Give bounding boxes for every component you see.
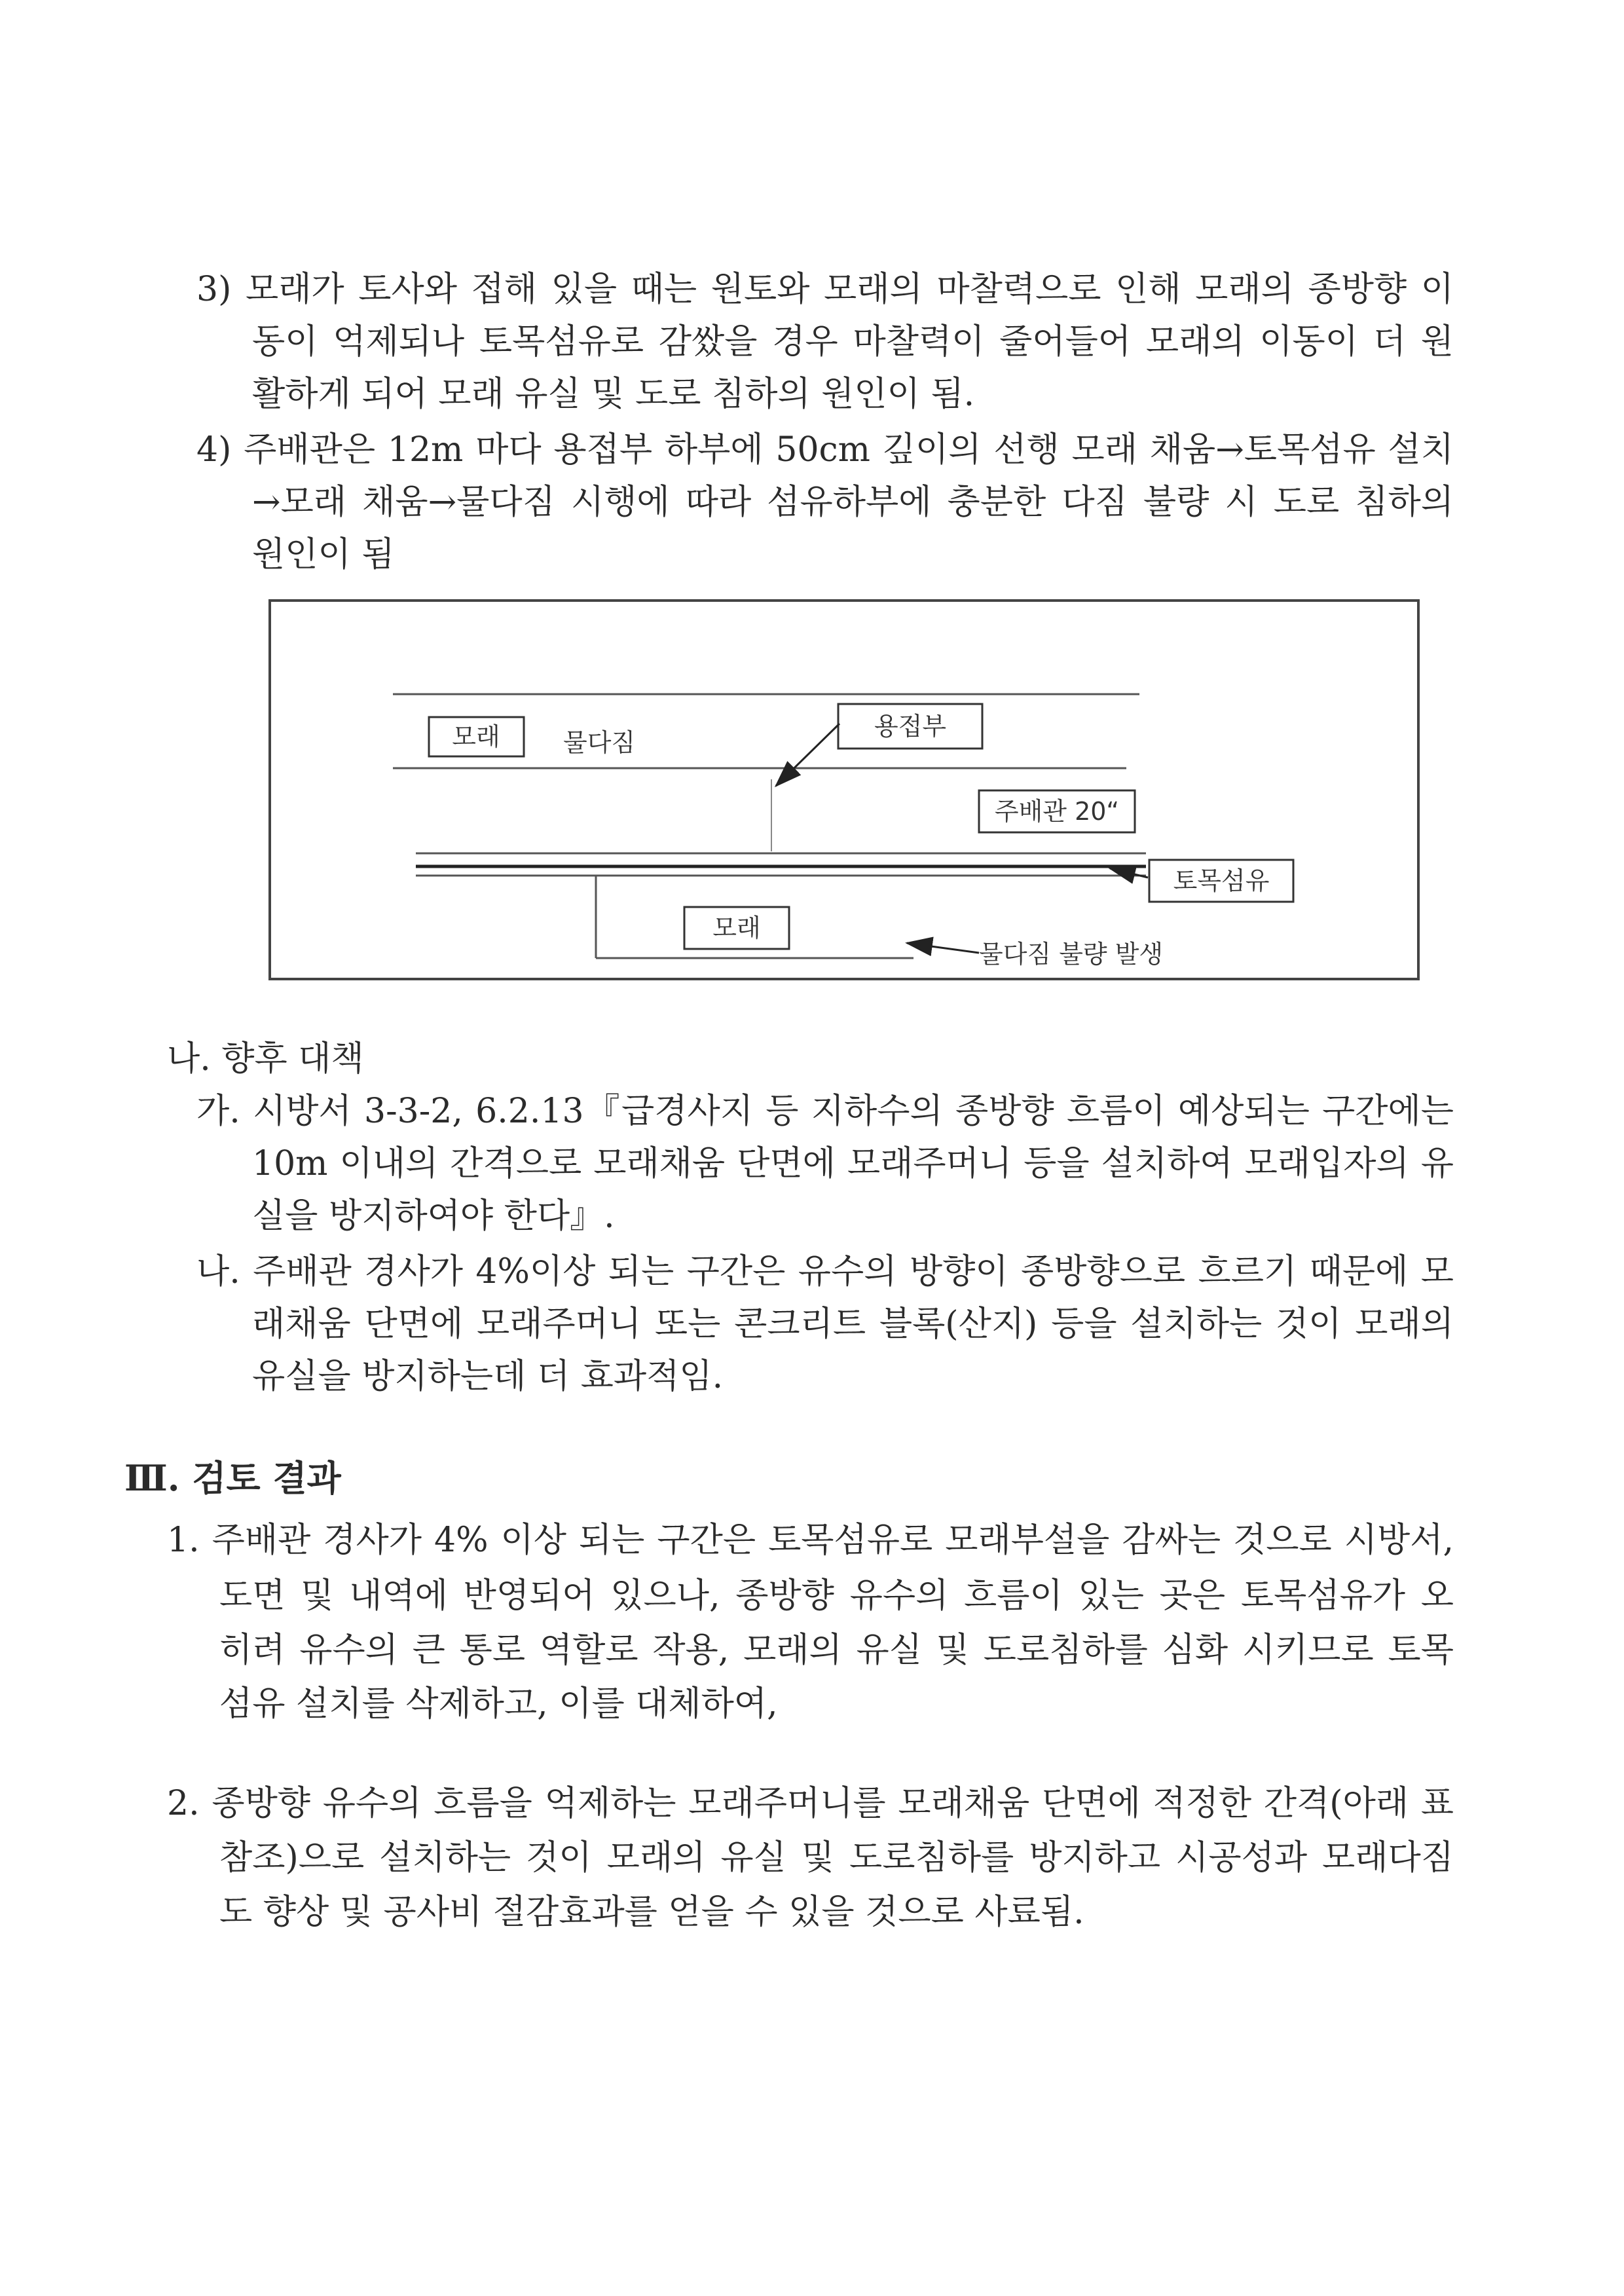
iii-item1-line3: 히려 유수의 큰 통로 역할로 작용, 모래의 유실 및 도로침하를 심화 시키므로 토목 bbox=[219, 1631, 1454, 1670]
na-ga-line3: 실을 방지하여야 한다』. bbox=[252, 1196, 615, 1236]
iii-item1-line1: 1. 주배관 경사가 4% 이상 되는 구간은 토목섬유로 모래부설을 감싸는 것으로 시방서, bbox=[167, 1521, 1454, 1560]
weld-label: 용접부 bbox=[874, 712, 947, 741]
para4-line2: →모래 채움→물다짐 시행에 따라 섬유하부에 충분한 다짐 불량 시 도로 침하의 bbox=[252, 483, 1454, 522]
section-na-title: 나. 향후 대책 bbox=[167, 1039, 364, 1079]
sand-label-top: 모래 bbox=[452, 722, 500, 751]
water-compaction-label: 물다짐 bbox=[563, 728, 636, 757]
pipe-cross-section-diagram bbox=[268, 599, 1421, 982]
na-ga-line2: 10m 이내의 간격으로 모래채움 단면에 모래주머니 등을 설치하여 모래입자의 유 bbox=[252, 1144, 1454, 1183]
para3-line2: 동이 억제되나 토목섬유로 감쌌을 경우 마찰력이 줄어들어 모래의 이동이 더 원 bbox=[252, 322, 1454, 361]
na-na-line2: 래채움 단면에 모래주머니 또는 콘크리트 블록(산지) 등을 설치하는 것이 모래의 bbox=[252, 1305, 1454, 1344]
para4-line1: 4) 주배관은 12m 마다 용접부 하부에 50cm 깊이의 선행 모래 채움→토목섬유 설치 bbox=[196, 430, 1454, 470]
diagram-frame bbox=[270, 601, 1418, 979]
sand-label-bottom: 모래 bbox=[712, 914, 761, 942]
na-na-line1: 나. 주배관 경사가 4%이상 되는 구간은 유수의 방향이 종방향으로 흐르기 때문에 모 bbox=[196, 1252, 1454, 1291]
iii-item2-line2: 참조)으로 설치하는 것이 모래의 유실 및 도로침하를 방지하고 시공성과 모래다짐 bbox=[219, 1838, 1454, 1878]
para3-line1: 3) 모래가 토사와 접해 있을 때는 원토와 모래의 마찰력으로 인해 모래의 종방향 이 bbox=[196, 270, 1454, 309]
para4-line3: 원인이 됨 bbox=[252, 535, 395, 574]
na-ga-line1: 가. 시방서 3-3-2, 6.2.13『급경사지 등 지하수의 종방향 흐름이 예상되는 구간에는 bbox=[196, 1092, 1454, 1131]
main-pipe-label: 주배관 20“ bbox=[994, 797, 1120, 826]
poor-compaction-label: 물다짐 불량 발생 bbox=[979, 940, 1164, 969]
iii-item2-line3: 도 향상 및 공사비 절감효과를 얻을 수 있을 것으로 사료됨. bbox=[219, 1893, 1084, 1932]
section-iii-title: Ⅲ. 검토 결과 bbox=[124, 1457, 341, 1499]
iii-item2-line1: 2. 종방향 유수의 흐름을 억제하는 모래주머니를 모래채움 단면에 적정한 간격(아래 표 bbox=[167, 1784, 1454, 1823]
iii-item1-line2: 도면 및 내역에 반영되어 있으나, 종방향 유수의 흐름이 있는 곳은 토목섬유가 오 bbox=[219, 1576, 1454, 1616]
iii-item1-line4: 섬유 설치를 삭제하고, 이를 대체하여, bbox=[219, 1684, 778, 1724]
geotextile-label: 토목섬유 bbox=[1173, 866, 1270, 895]
na-na-line3: 유실을 방지하는데 더 효과적임. bbox=[252, 1357, 724, 1396]
para3-line3: 활하게 되어 모래 유실 및 도로 침하의 원인이 됨. bbox=[252, 375, 975, 414]
